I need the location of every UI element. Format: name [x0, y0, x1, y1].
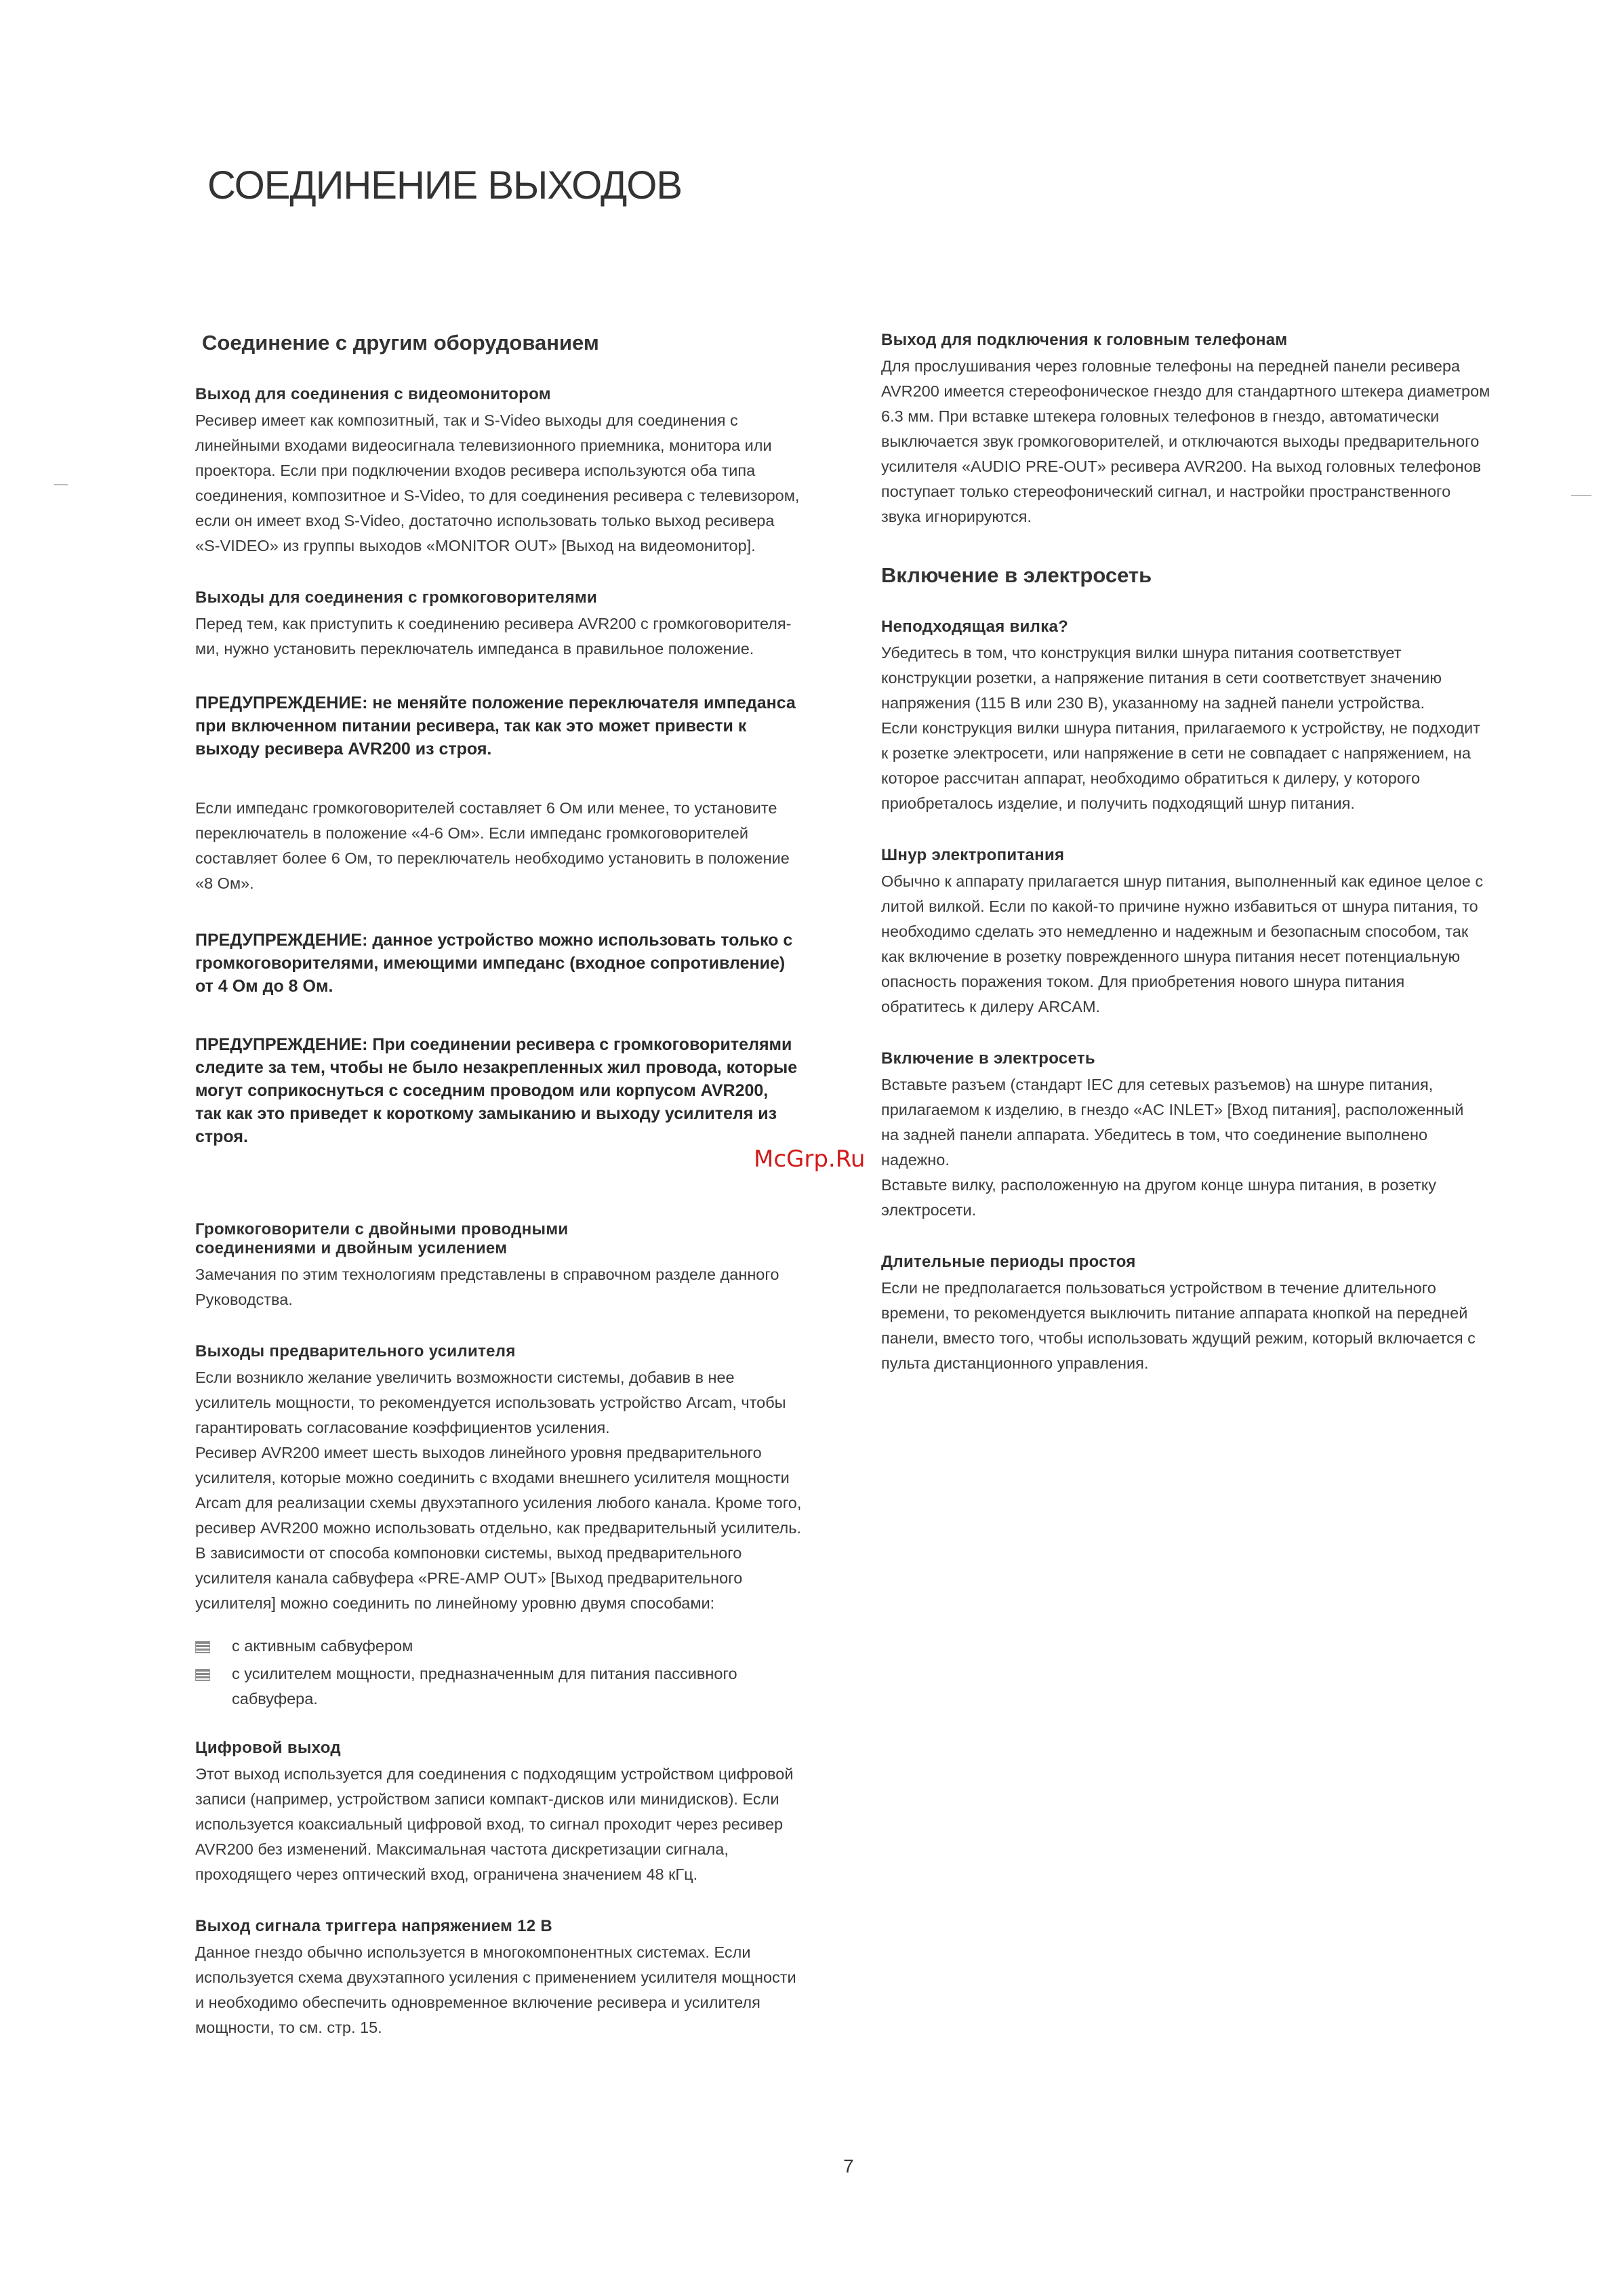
warning-impedance-switch: ПРЕДУПРЕЖДЕНИЕ: не меняйте положение переключателя импеданса при включенном питании ресивера, так как это может привести к выходу ресивера AVR200 из строя. [195, 693, 796, 759]
paragraph: Для прослушивания через головные телефоны на передней панели ресивера AVR200 имеется стереофоническое гнездо для стандартного штекера диаметром 6.3 мм. При вставке штекера головных телефонов в гнездо, автоматически выключается звук громкоговорителей, и отключаются выходы предварительного усилителя «AUDIO PRE-OUT» ресивера AVR200. На выход головных телефонов поступает только стереофонический сигнал, и настройки пространственного звука игнорируются. [881, 357, 1490, 525]
subheading: Шнур электропитания [881, 846, 1065, 864]
paragraph: Данное гнездо обычно используется в многокомпонентных системах. Если используется схема двухэтапного усиления с применением усилителя мощности и необходимо обеспечить одновременное включение ресивера и усилителя мощности, то см. стр. 15. [195, 1943, 796, 2036]
section-heading-power: Включение в электросеть [881, 563, 1152, 587]
section-idle-periods [881, 1253, 1511, 1376]
subheading: Выходы для соединения с громкоговорителями [195, 588, 598, 607]
bullet-icon [195, 1641, 210, 1653]
right-column [881, 331, 1511, 1406]
warning-short-circuit: ПРЕДУПРЕЖДЕНИЕ: При соединении ресивера с громкоговорителями следите за тем, чтобы не было незакрепленных жил провода, которые могут соприкоснуться с соседним проводом или корпусом AVR200, так как это приведет к короткому замыканию и выходу усилителя из строя. [195, 1035, 798, 1146]
paragraph: Этот выход используется для соединения с подходящим устройством цифровой записи (например, устройством записи компакт-дисков или минидисков). Если используется коаксиальный цифровой вход, то сигнал проходит через ресивер AVR200 без изменений. Максимальная частота дискретизации сигнала, проходящего через оптический вход, ограничена значением 48 кГц. [195, 1765, 794, 1883]
bullet-list [195, 1634, 846, 1712]
bullet-icon [195, 1669, 210, 1681]
paragraph: Замечания по этим технологиям представлены в справочном разделе данного Руководства. [195, 1266, 779, 1308]
watermark: McGrp.Ru [754, 1146, 866, 1173]
section-heading-connections: Соединение с другим оборудованием [202, 331, 599, 355]
page-title: СОЕДИНЕНИЕ ВЫХОДОВ [207, 163, 683, 207]
section-speaker-outputs [195, 588, 846, 662]
warning-impedance-range: ПРЕДУПРЕЖДЕНИЕ: данное устройство можно использовать только с громкоговорителями, имеющими импеданс (входное сопротивление) от 4 Ом до 8 Ом. [195, 931, 793, 996]
scan-mark [54, 484, 68, 485]
subheading: Длительные периоды простоя [881, 1253, 1136, 1271]
section-trigger-output [195, 1917, 846, 2040]
paragraph: Убедитесь в том, что конструкция вилки шнура питания соответствует конструкции розетки, а напряжение питания в сети соответствует значению напряжения (115 В или 230 В), указанному на задней панели устройства. Если конструкция вилки шнура питания, прилагаемого к устройству, не подходит к розетке электросети, или напряжение в сети не совпадает с напряжением, на которое рассчитан аппарат, необходимо обратиться к дилеру, у которого приобреталось изделие, и получить подходящий шнур питания. [881, 644, 1480, 812]
paragraph: Вставьте разъем (стандарт IEC для сетевых разъемов) на шнуре питания, прилагаемом к изделию, в гнездо «AC INLET» [Вход питания], расположенный на задней панели аппарата. Убедитесь в том, что соединение выполнено надежно. Вставьте вилку, расположенную на другом конце шнура питания, в розетку электросети. [881, 1076, 1464, 1219]
section-digital-output [195, 1739, 846, 1887]
list-item: с усилителем мощности, предназначенным для питания пассивного сабвуфера. [195, 1661, 846, 1712]
subheading: Выход сигнала триггера напряжением 12 В [195, 1917, 553, 1935]
scan-mark [1571, 495, 1591, 496]
subheading: Выход для подключения к головным телефонам [881, 331, 1288, 349]
paragraph: Если возникло желание увеличить возможности системы, добавив в нее усилитель мощности, то рекомендуется использовать устройство Arcam, чтобы гарантировать согласование коэффициентов усиления. Ресивер AVR200 имеет шесть выходов линейного уровня предварительного усилителя, которые можно соединить с входами внешнего усилителя мощности Arcam для реализации схемы двухэтапного усиления любого канала. Кроме того, ресивер AVR200 можно использовать отдельно, как предварительный усилитель. В зависимости от способа компоновки системы, выход предварительного усилителя канала сабвуфера «PRE-AMP OUT» [Выход предварительного усилителя] можно соединить по линейному уровню двумя способами: [195, 1369, 802, 1612]
section-preamp-outputs [195, 1342, 846, 1616]
section-power-on [881, 1049, 1511, 1223]
section-wrong-plug [881, 618, 1511, 816]
subheading: Неподходящая вилка? [881, 618, 1069, 636]
subheading: Цифровой выход [195, 1739, 341, 1757]
paragraph: Перед тем, как приступить к соединению ресивера AVR200 с громкоговорителя- ми, нужно установить переключатель импеданса в правильное положение. [195, 615, 792, 658]
page-number: 7 [843, 2156, 854, 2177]
paragraph: Обычно к аппарату прилагается шнур питания, выполненный как единое целое с литой вилкой. Если по какой-то причине нужно избавиться от шнура питания, то необходимо сделать это немедленно и надежным и безопасным способом, так как включение в розетку поврежденного шнура питания несет потенциальную опасность поражения током. Для приобретения нового шнура питания обратитесь к дилеру ARCAM. [881, 872, 1484, 1015]
section-headphones [881, 331, 1511, 529]
paragraph: Если не предполагается пользоваться устройством в течение длительного времени, то рекомендуется выключить питание аппарата кнопкой на передней панели, вместо того, чтобы использовать ждущий режим, который включается с пульта дистанционного управления. [881, 1279, 1476, 1372]
paragraph: Ресивер имеет как композитный, так и S-Video выходы для соединения с линейными входами видеосигнала телевизионного приемника, монитора или проектора. Если при подключении входов ресивера используются оба типа соединения, композитное и S-Video, то для соединения ресивера с телевизором, если он имеет вход S-Video, достаточно использовать только выход ресивера «S-VIDEO» из группы выходов «MONITOR OUT» [Выход на видеомонитор]. [195, 411, 800, 554]
subheading: Включение в электросеть [881, 1049, 1095, 1068]
subheading: Выходы предварительного усилителя [195, 1342, 516, 1360]
paragraph-impedance: Если импеданс громкоговорителей составляет 6 Ом или менее, то установите переключатель в положение «4-6 Ом». Если импеданс громкоговорителей составляет более 6 Ом, то переключатель необходимо установить в положение «8 Ом». [195, 799, 790, 892]
section-monitor-output [195, 385, 846, 559]
subheading: Громкоговорители с двойными проводными соединениями и двойным усилением [195, 1220, 569, 1257]
left-column [195, 331, 846, 2070]
subheading: Выход для соединения с видеомонитором [195, 385, 551, 403]
section-power-cord [881, 846, 1511, 1019]
section-biwire [195, 1220, 846, 1312]
list-item: с активным сабвуфером [195, 1634, 846, 1659]
